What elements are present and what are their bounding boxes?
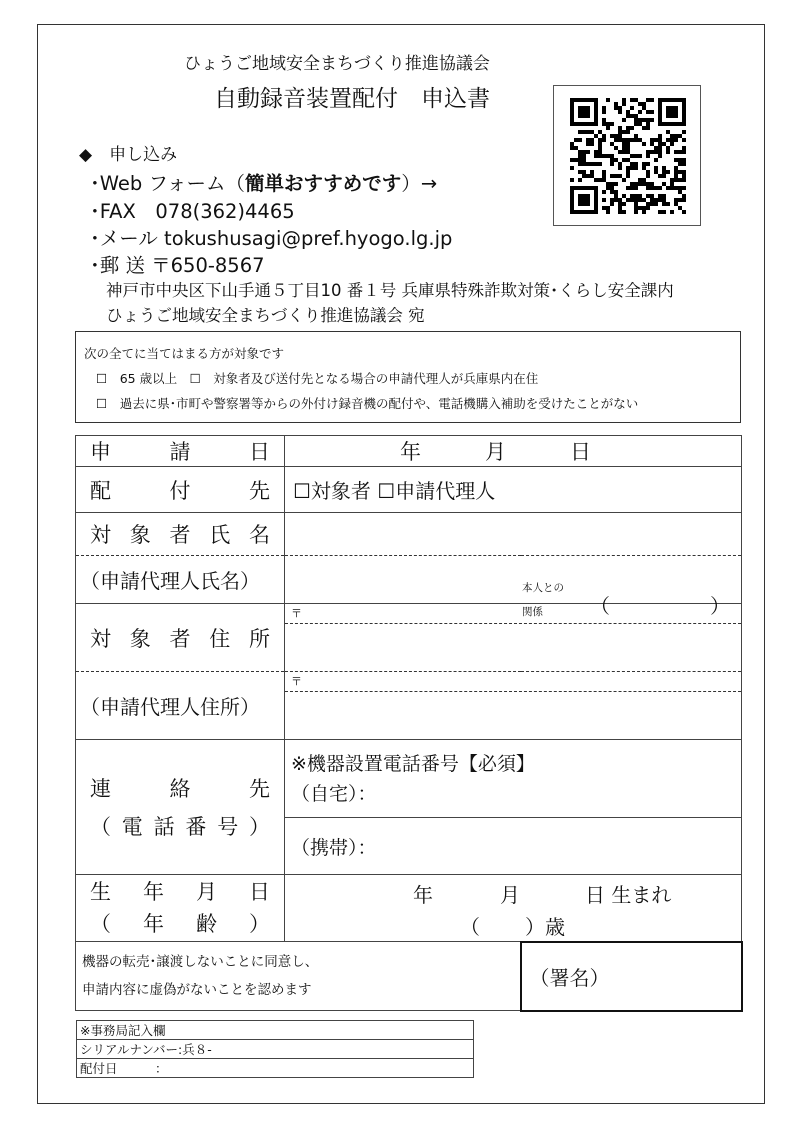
mail-line[interactable]: ･メール tokushusagi@pref.hyogo.lg.jp xyxy=(90,227,453,250)
mobile-phone-label: （携帯）： xyxy=(291,836,377,859)
age-open: （ xyxy=(460,915,480,940)
birth-year: 年 xyxy=(413,883,433,908)
apply-date-field[interactable]: 年 月 日 xyxy=(285,436,742,467)
relation-open: （ xyxy=(590,593,610,618)
eligibility-condition-2[interactable]: ☐ 過去に県･市町や警察署等からの外付け録音機の配付や、電話機購入補助を受けたことがない xyxy=(96,396,639,411)
relation-close: ） xyxy=(710,593,730,618)
postal-address-2: ひょうご地域安全まちづくり推進協議会 宛 xyxy=(106,306,425,325)
target-name-field[interactable] xyxy=(285,513,742,556)
birth-day: 日 生まれ xyxy=(585,883,672,908)
eligibility-box xyxy=(75,331,741,423)
organization-name: ひょうご地域安全まちづくり推進協議会 xyxy=(184,54,490,74)
post-line: ･郵 送 〒650-8567 xyxy=(90,254,265,277)
agent-address-label: （申請代理人住所） xyxy=(76,672,285,740)
birth-month: 月 xyxy=(500,883,520,908)
birthdate-field[interactable] xyxy=(285,875,742,942)
phone-required-note: ※機器設置電話番号【必須】 xyxy=(291,752,535,775)
page-title: 自動録音装置配付 申込書 xyxy=(214,86,490,112)
serial-number[interactable]: シリアルナンバー:兵８- xyxy=(77,1040,474,1059)
qr-code[interactable] xyxy=(553,85,701,226)
home-phone-label: （自宅）： xyxy=(291,782,377,805)
eligibility-condition-1[interactable]: ☐ 65 歳以上 ☐ 対象者及び送付先となる場合の申請代理人が兵庫県内在住 xyxy=(96,371,539,386)
apply-heading: ◆ 申し込み xyxy=(79,145,178,165)
relation-label: 本人との 関係 xyxy=(522,581,564,618)
target-name-label: 対 象 者 氏 名 xyxy=(76,513,285,556)
contact-label: 連 絡 先 （ 電 話 番 号 ） xyxy=(76,740,285,875)
mobile-phone-field[interactable] xyxy=(285,818,742,875)
agent-address-field[interactable] xyxy=(285,672,742,740)
postal-mark: 〒 xyxy=(291,675,302,688)
signature-label: （署名） xyxy=(529,965,610,990)
signature-field[interactable] xyxy=(521,942,742,1011)
apply-date-label: 申 請 日 xyxy=(76,436,285,467)
delivery-label: 配 付 先 xyxy=(76,467,285,513)
postal-address-1: 神戸市中央区下山手通５丁目10 番１号 兵庫県特殊詐欺対策･くらし安全課内 xyxy=(106,281,674,300)
birthdate-label: 生 年 月 日 （ 年 齢 ） xyxy=(76,875,285,942)
web-form-recommend: 簡単おすすめです xyxy=(245,172,402,195)
office-use-box xyxy=(76,1020,474,1078)
postal-mark: 〒 xyxy=(291,607,302,620)
target-address-label: 対 象 者 住 所 xyxy=(76,604,285,672)
delivery-options[interactable]: ☐対象者 ☐申請代理人 xyxy=(285,467,742,513)
consent-text: 機器の転売･譲渡しないことに同意し、 申請内容に虚偽がないことを認めます xyxy=(76,942,521,1011)
eligibility-intro: 次の全てに当てはまる方が対象です xyxy=(84,346,285,361)
home-phone-field[interactable] xyxy=(285,740,742,818)
web-form-line[interactable]: ･Web フォーム（簡単おすすめです）→ xyxy=(90,172,438,195)
agent-name-field[interactable] xyxy=(285,556,742,618)
agent-name-label: （申請代理人氏名） xyxy=(76,556,285,604)
fax-line: ･FAX 078(362)4465 xyxy=(90,200,295,223)
office-use-header: ※事務局記入欄 xyxy=(77,1021,474,1040)
delivery-date[interactable]: 配付日 ： xyxy=(77,1059,474,1078)
qr-code-icon xyxy=(570,98,686,214)
target-address-field[interactable] xyxy=(285,604,742,672)
application-form xyxy=(75,435,743,1012)
age-close: ）歳 xyxy=(525,915,565,940)
